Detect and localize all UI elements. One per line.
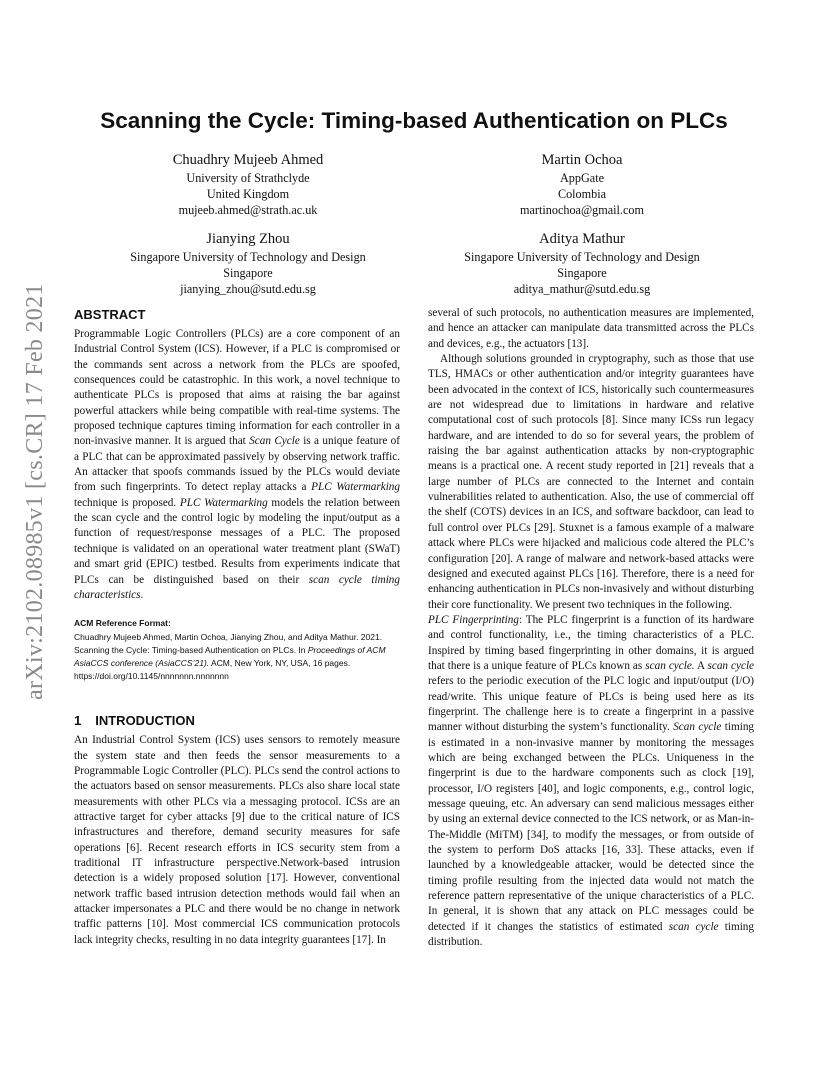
plc-fingerprinting-paragraph: PLC Fingerprinting: The PLC fingerprint is a function of its hardware and control functionality, i.e., the timing characteristics of a PLC. Inspired by timing based fingerprinting in other domains, it is argued that there is a unique feature of PLCs known as scan cycle. A scan cycle refers to the periodic execution of the PLC logic and input/output (I/O) read/write. This unique feature of PLCs is being used here as its fingerprint. The challenge here is to create a fingerprint in a passive manner without disturbing the system’s functionality. Scan cycle timing is estimated in a non-invasive manner by monitoring the messages which are being exchanged between the PLCs. Uniqueness in the fingerprint is due to the hardware components such as clock [19], processor, I/O registers [40], and logic components, e.g., control logic, message queuing, etc. An adversary can send malicious messages either by using an external device connected to the ICS network, or as Man-in-The-Middle (MiTM) [34], to modify the messages, or from outside of the system to perform DoS attacks [16, 33]. These attacks, even if launched by a knowledgeable attacker, would be detected since the timing profile resulting from the injected data would not match the reference pattern representative of the unique characteristics of a PLC. In general, it is shown that any attack on PLC messages could be detected if it changes the statistics of estimated scan cycle timing distribution. — [428, 613, 755, 949]
author-name: Jianying Zhou — [206, 231, 290, 247]
author-email: mujeeb.ahmed@strath.ac.uk — [178, 203, 318, 217]
author-affiliation: AppGate — [560, 171, 604, 185]
author-email: jianying_zhou@sutd.edu.sg — [180, 282, 316, 296]
author-name: Martin Ochoa — [541, 152, 623, 168]
acm-reference-text: Chuadhry Mujeeb Ahmed, Martin Ochoa, Jianying Zhou, and Aditya Mathur. 2021. Scanning the Cycle: Timing-based Authentication on PLCs. In Proceedings of ACM AsiaCCS conference (AsiaCCS’21). ACM, New York, NY, USA, 16 pages. https://doi.org/10.1145/nnnnnnn.nnnnnnn — [74, 632, 386, 682]
author-block-4 — [432, 230, 732, 297]
author-country: United Kingdom — [206, 187, 290, 201]
left-column — [74, 306, 400, 948]
acm-reference-heading: ACM Reference Format: — [74, 618, 171, 629]
introduction-paragraph: Although solutions grounded in cryptography, such as those that use TLS, HMACs or other authentication and/or integrity guarantees have been advocated in the context of ICS, historically such countermeasures are not widespread due to limitations in hardware and relative computational cost of such protocols [8]. Since many ICSs run legacy hardware, and are intended to do so for several years, the problem of raising the bar against authentication attacks by non-cryptographic means is a practical one. A recent study reported in [21] reveals that a large number of PLCs are connected to the Internet and contain vulnerabilities related to authentication. Also, the use of commercial off the shelf (COTS) devices in an ICS, and software backdoor, can lead to full control over PLCs [29]. Stuxnet is a famous example of a malware attack where PLCs were hijacked and malicious code altered the PLC’s configuration [20]. A range of malware and network-based attacks were designed and executed against PLCs [16]. Therefore, there is a need for enhancing authentication in PLCs non-invasively and without disturbing their core functionality. We present two techniques in the following. — [428, 353, 754, 611]
author-affiliation: Singapore University of Technology and Design — [130, 250, 366, 264]
arxiv-identifier-stamp: arXiv:2102.08985v1 [cs.CR] 17 Feb 2021 — [22, 283, 48, 700]
introduction-heading: 1 INTRODUCTION — [74, 713, 195, 729]
author-email: aditya_mathur@sutd.edu.sg — [513, 282, 651, 296]
introduction-paragraph: several of such protocols, no authentication measures are implemented, and hence an attacker can manipulate data transmitted across the PLCs and devices, e.g., the actuators [13]. — [428, 307, 754, 350]
abstract-heading: ABSTRACT — [74, 307, 146, 322]
author-block-3 — [100, 230, 396, 297]
introduction-paragraph: An Industrial Control System (ICS) uses sensors to remotely measure the system state and then feeds the sensor measurements to a Programmable Logic Controller (PLC). PLCs send the control actions to the actuators based on sensor measurements. PLCs also share local state measurements with other PLCs via a messaging protocol. ICSs are an attractive target for cyber attacks [9] due to the critical nature of ICS infrastructures and therefore, demand security measures for safe operations [6]. Recent research efforts in ICS security stem from a traditional IT infrastructure perspective.Network-based intrusion detection is a widely proposed solution [17]. However, conventional network traffic based intrusion detection methods would fail when an attacker impersonates a PLC and there would be no change in network traffic patterns [10]. Most commercial ICS communication protocols lack integrity checks, resulting in no data integrity guarantees [17]. In — [74, 734, 400, 946]
author-country: Colombia — [557, 187, 607, 201]
author-country: Singapore — [557, 266, 607, 280]
right-column — [428, 306, 754, 950]
author-affiliation: University of Strathclyde — [186, 171, 310, 185]
author-email: martinochoa@gmail.com — [520, 203, 644, 217]
author-block-1 — [100, 151, 396, 218]
author-country: Singapore — [223, 266, 273, 280]
author-name: Aditya Mathur — [539, 231, 625, 247]
author-name: Chuadhry Mujeeb Ahmed — [172, 152, 324, 168]
author-block-2 — [432, 151, 732, 218]
abstract-paragraph: Programmable Logic Controllers (PLCs) are a core component of an Industrial Control System (ICS). However, if a PLC is compromised or the commands sent across a network from the PLCs are spoofed, consequences could be catastrophic. In this work, a novel technique to authenticate PLCs is proposed that aims at raising the bar against powerful attackers while being compatible with real-time systems. The proposed technique captures timing information for each controller in a non-invasive manner. It is argued that Scan Cycle is a unique feature of a PLC that can be approximated passively by observing network traffic. An attacker that spoofs commands issued by the PLCs would deviate from such fingerprints. To detect replay attacks a PLC Watermarking technique is proposed. PLC Watermarking models the relation between the scan cycle and the control logic by modeling the input/output as a function of request/response messages of a PLC. The proposed technique is validated on an operational water treatment plant (SWaT) and smart grid (EPIC) testbed. Results from experiments indicate that PLCs can be distinguished based on their scan cycle timing characteristics. — [74, 328, 401, 601]
author-affiliation: Singapore University of Technology and Design — [464, 250, 700, 264]
paper-title: Scanning the Cycle: Timing-based Authentication on PLCs — [100, 108, 728, 133]
